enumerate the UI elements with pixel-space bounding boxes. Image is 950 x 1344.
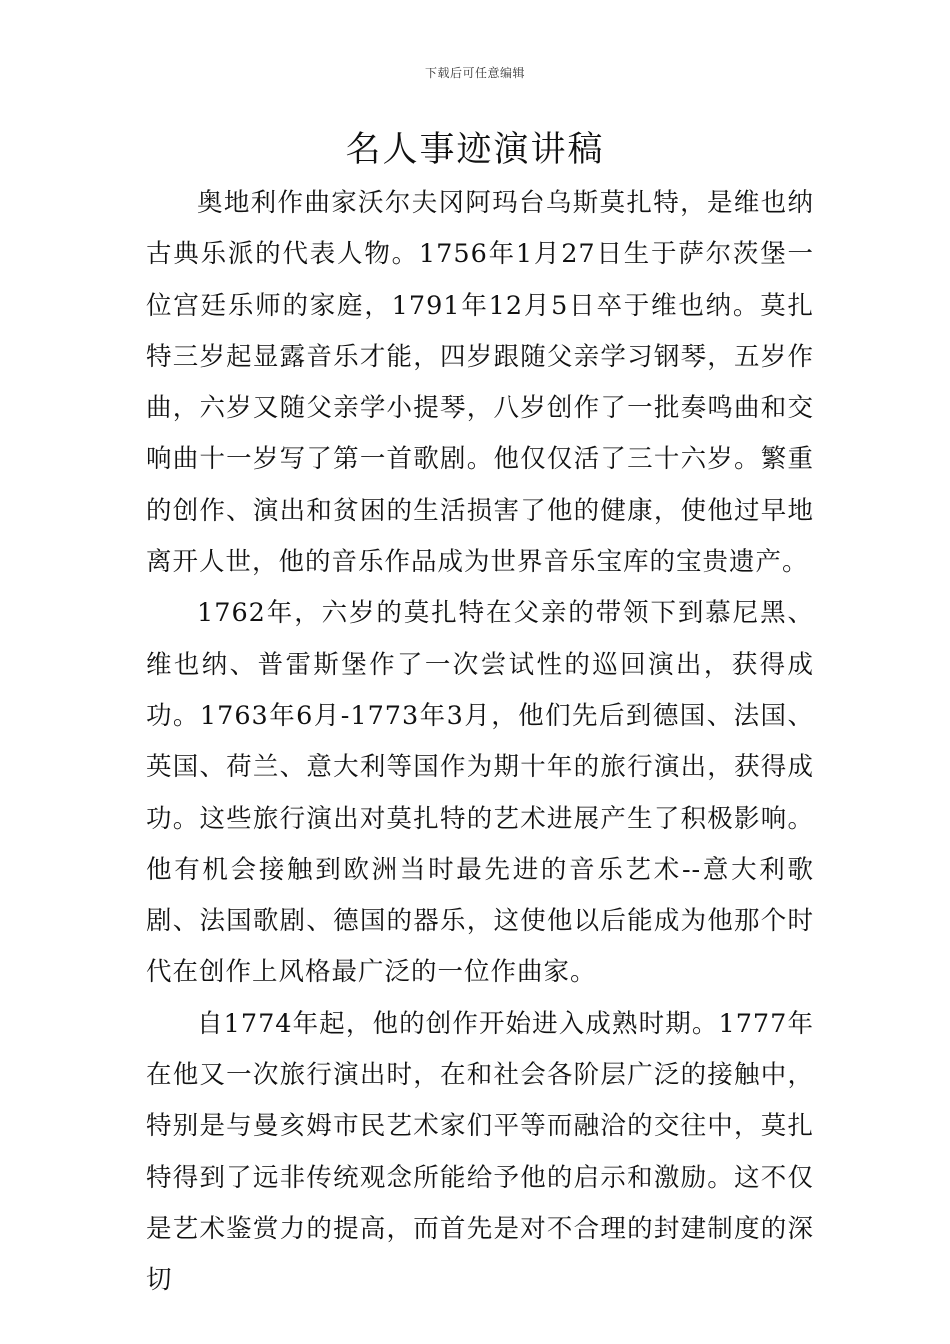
paragraph-2: 1762年，六岁的莫扎特在父亲的带领下到慕尼黑、维也纳、普雷斯堡作了一次尝试性的巡回演出，获得成功。1763年6月-1773年3月，他们先后到德国、法国、英国、荷兰、意大利等国作为期十年的旅行演出，获得成功。这些旅行演出对莫扎特的艺术进展产生了积极影响。他有机会接触到欧洲当时最先进的音乐艺术--意大利歌剧、法国歌剧、德国的器乐，这使他以后能成为他那个时代在创作上风格最广泛的一位作曲家。 bbox=[146, 598, 814, 988]
paragraph-3: 自1774年起，他的创作开始进入成熟时期。1777年在他又一次旅行演出时，在和社会各阶层广泛的接触中，特别是与曼亥姆市民艺术家们平等而融洽的交往中，莫扎特得到了远非传统观念所能给予他的启示和激励。这不仅是艺术鉴赏力的提高，而首先是对不合理的封建制度的深切 bbox=[146, 1008, 814, 1296]
header-note: 下载后可任意编辑 bbox=[424, 66, 525, 80]
paragraph-1: 奥地利作曲家沃尔夫冈阿玛台乌斯莫扎特，是维也纳古典乐派的代表人物。1756年1月27日生于萨尔茨堡一位宫廷乐师的家庭，1791年12月5日卒于维也纳。莫扎特三岁起显露音乐才能，四岁跟随父亲学习钢琴，五岁作曲，六岁又随父亲学小提琴，八岁创作了一批奏鸣曲和交响曲十一岁写了第一首歌剧。他仅仅活了三十六岁。繁重的创作、演出和贫困的生活损害了他的健康，使他过早地离开人世，他的音乐作品成为世界音乐宝库的宝贵遗产。 bbox=[146, 188, 814, 578]
document-title: 名人事迹演讲稿 bbox=[345, 130, 605, 170]
document-body bbox=[146, 178, 814, 1307]
